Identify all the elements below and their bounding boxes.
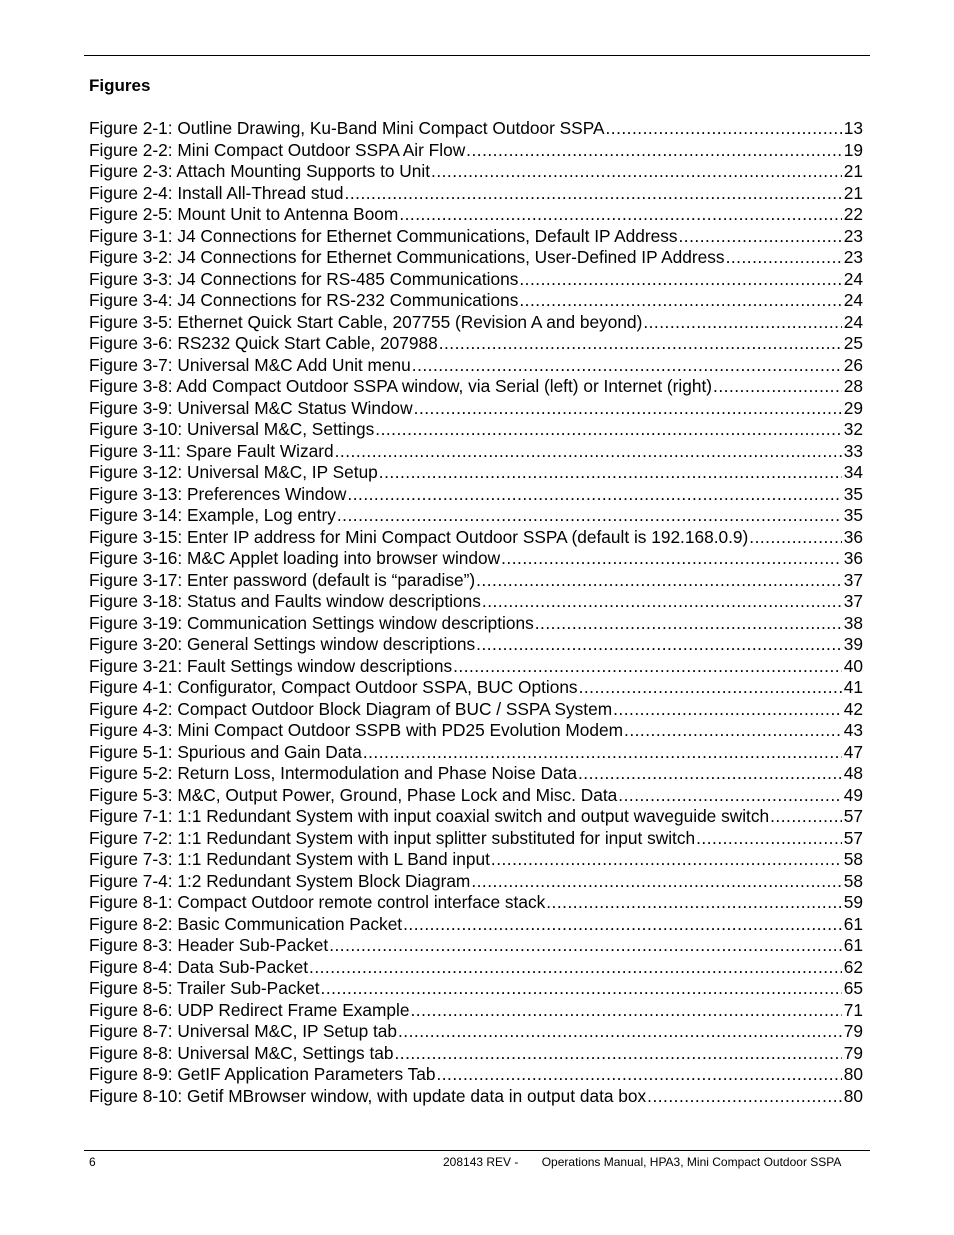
figure-entry[interactable] — [89, 763, 863, 785]
dot-leader — [535, 613, 842, 635]
figure-entry-title: Figure 2-1: Outline Drawing, Ku-Band Mini Compact Outdoor SSPA — [89, 118, 605, 138]
figure-entry[interactable] — [89, 312, 863, 334]
figure-entry-page: 35 — [843, 505, 863, 525]
dot-leader — [546, 892, 842, 914]
figure-entry-page: 65 — [843, 978, 863, 998]
figure-entry[interactable] — [89, 462, 863, 484]
figure-entry-title: Figure 8-9: GetIF Application Parameters Tab — [89, 1064, 436, 1084]
figure-entry[interactable] — [89, 699, 863, 721]
figure-entry[interactable] — [89, 849, 863, 871]
figures-list — [89, 118, 863, 1107]
figure-entry-page: 47 — [843, 741, 863, 762]
dot-leader — [605, 118, 841, 140]
dot-leader — [476, 634, 842, 656]
figure-entry[interactable] — [89, 290, 863, 312]
figure-entry-page: 58 — [843, 849, 863, 869]
figure-entry-page: 25 — [843, 333, 863, 353]
figure-entry[interactable] — [89, 355, 863, 377]
footer-page-number: 6 — [89, 1155, 96, 1169]
dot-leader — [399, 204, 841, 226]
dot-leader — [321, 978, 842, 1000]
figure-entry[interactable] — [89, 118, 863, 140]
dot-leader — [436, 1064, 841, 1086]
dot-leader — [476, 570, 842, 592]
figure-entry[interactable] — [89, 871, 863, 893]
dot-leader — [398, 1021, 842, 1043]
figure-entry-title: Figure 3-20: General Settings window descriptions — [89, 634, 476, 654]
dot-leader — [749, 527, 841, 549]
dot-leader — [329, 935, 842, 957]
header-rule — [84, 55, 870, 56]
figure-entry-title: Figure 3-8: Add Compact Outdoor SSPA window, via Serial (left) or Internet (right) — [89, 376, 713, 396]
figure-entry-title: Figure 8-3: Header Sub-Packet — [89, 935, 329, 955]
figure-entry[interactable] — [89, 226, 863, 248]
figure-entry-page: 36 — [843, 526, 863, 547]
figure-entry-title: Figure 3-9: Universal M&C Status Window — [89, 397, 413, 418]
figure-entry-page: 32 — [843, 419, 863, 439]
dot-leader — [491, 849, 842, 871]
dot-leader — [410, 1000, 841, 1022]
figure-entry[interactable] — [89, 1064, 863, 1086]
dot-leader — [770, 806, 842, 828]
figure-entry-title: Figure 5-2: Return Loss, Intermodulation and Phase Noise Data — [89, 763, 577, 783]
figure-entry[interactable] — [89, 419, 863, 441]
figure-entry-page: 58 — [843, 870, 863, 891]
figure-entry-title: Figure 3-5: Ethernet Quick Start Cable, 207755 (Revision A and beyond) — [89, 311, 643, 332]
dot-leader — [414, 398, 842, 420]
figure-entry[interactable] — [89, 720, 863, 742]
figure-entry-page: 19 — [843, 139, 863, 160]
figure-entry[interactable] — [89, 656, 863, 678]
figure-entry-page: 43 — [843, 720, 863, 740]
dot-leader — [726, 247, 842, 269]
figure-entry-title: Figure 2-2: Mini Compact Outdoor SSPA Air Flow — [89, 139, 466, 160]
figure-entry-title: Figure 3-7: Universal M&C Add Unit menu — [89, 354, 411, 375]
figure-entry-title: Figure 7-3: 1:1 Redundant System with L Band input — [89, 849, 490, 869]
figure-entry-title: Figure 3-11: Spare Fault Wizard — [89, 440, 334, 461]
figure-entry-page: 37 — [843, 569, 863, 590]
dot-leader — [679, 226, 842, 248]
figure-entry[interactable] — [89, 333, 863, 355]
figure-entry-page: 34 — [843, 462, 863, 482]
dot-leader — [347, 484, 841, 506]
dot-leader — [337, 505, 842, 527]
dot-leader — [482, 591, 842, 613]
figure-entry-title: Figure 3-18: Status and Faults window descriptions — [89, 591, 481, 611]
figure-entry-title: Figure 3-21: Fault Settings window descriptions — [89, 655, 453, 676]
dot-leader — [309, 957, 842, 979]
figure-entry-page: 24 — [843, 268, 863, 289]
dot-leader — [519, 269, 841, 291]
figure-entry[interactable] — [89, 376, 863, 398]
figure-entry-title: Figure 3-10: Universal M&C, Settings — [89, 419, 375, 439]
figure-entry-page: 33 — [843, 440, 863, 461]
figure-entry[interactable] — [89, 441, 863, 463]
dot-leader — [403, 914, 842, 936]
dot-leader — [439, 333, 842, 355]
figure-entry[interactable] — [89, 634, 863, 656]
figure-entry[interactable] — [89, 1021, 863, 1043]
figure-entry-title: Figure 3-15: Enter IP address for Mini Compact Outdoor SSPA (default is 192.168.0.9) — [89, 526, 749, 547]
figure-entry[interactable] — [89, 548, 863, 570]
figure-entry-page: 13 — [843, 118, 863, 138]
figure-entry-title: Figure 3-16: M&C Applet loading into browser window — [89, 548, 501, 568]
figure-entry[interactable] — [89, 914, 863, 936]
figure-entry-title: Figure 3-4: J4 Connections for RS-232 Communications — [89, 290, 519, 310]
figure-entry[interactable] — [89, 183, 863, 205]
figure-entry[interactable] — [89, 591, 863, 613]
figure-entry-page: 80 — [843, 1064, 863, 1084]
figure-entry-page: 79 — [843, 1042, 863, 1063]
figure-entry[interactable] — [89, 677, 863, 699]
dot-leader — [471, 871, 841, 893]
dot-leader — [412, 355, 842, 377]
figure-entry-page: 61 — [843, 935, 863, 955]
dot-leader — [345, 183, 842, 205]
dot-leader — [501, 548, 842, 570]
figure-entry-page: 71 — [843, 999, 863, 1020]
footer-rule — [84, 1150, 870, 1151]
figure-entry-page: 23 — [843, 225, 863, 246]
figure-entry-page: 24 — [843, 290, 863, 310]
figure-entry-title: Figure 3-1: J4 Connections for Ethernet Communications, Default IP Address — [89, 225, 678, 246]
figure-entry-title: Figure 7-1: 1:1 Redundant System with input coaxial switch and output waveguide switch — [89, 806, 770, 826]
figure-entry[interactable] — [89, 161, 863, 183]
dot-leader — [519, 290, 841, 312]
dot-leader — [713, 376, 842, 398]
figure-entry-title: Figure 3-17: Enter password (default is “paradise”) — [89, 569, 476, 590]
figure-entry[interactable] — [89, 742, 863, 764]
figure-entry-page: 49 — [843, 784, 863, 805]
figure-entry-page: 26 — [843, 354, 863, 375]
figure-entry[interactable] — [89, 204, 863, 226]
figure-entry-page: 57 — [843, 827, 863, 848]
dot-leader — [466, 140, 842, 162]
figure-entry[interactable] — [89, 935, 863, 957]
dot-leader — [453, 656, 842, 678]
figure-entry-title: Figure 4-3: Mini Compact Outdoor SSPB with PD25 Evolution Modem — [89, 720, 624, 740]
figure-entry-title: Figure 8-8: Universal M&C, Settings tab — [89, 1042, 394, 1063]
figure-entry[interactable] — [89, 505, 863, 527]
figure-entry-title: Figure 5-1: Spurious and Gain Data — [89, 741, 362, 762]
figure-entry-title: Figure 2-4: Install All-Thread stud — [89, 182, 344, 203]
figure-entry-page: 36 — [843, 548, 863, 568]
figure-entry-title: Figure 7-2: 1:1 Redundant System with input splitter substituted for input switch — [89, 827, 696, 848]
figure-entry[interactable] — [89, 613, 863, 635]
dot-leader — [335, 441, 842, 463]
figure-entry[interactable] — [89, 892, 863, 914]
dot-leader — [375, 419, 842, 441]
figure-entry-page: 37 — [843, 591, 863, 611]
figure-entry-title: Figure 3-19: Communication Settings window descriptions — [89, 612, 534, 633]
figure-entry-page: 62 — [843, 956, 863, 977]
figure-entry-title: Figure 8-6: UDP Redirect Frame Example — [89, 999, 410, 1020]
figure-entry-title: Figure 8-5: Trailer Sub-Packet — [89, 978, 320, 998]
dot-leader — [696, 828, 842, 850]
figure-entry-page: 80 — [843, 1085, 863, 1106]
dot-leader — [578, 763, 842, 785]
figure-entry-title: Figure 3-12: Universal M&C, IP Setup — [89, 462, 378, 482]
figure-entry[interactable] — [89, 785, 863, 807]
figure-entry[interactable] — [89, 398, 863, 420]
figure-entry-page: 57 — [843, 806, 863, 826]
figure-entry[interactable] — [89, 484, 863, 506]
figure-entry-page: 21 — [843, 182, 863, 203]
figure-entry-title: Figure 8-7: Universal M&C, IP Setup tab — [89, 1021, 397, 1041]
dot-leader — [379, 462, 842, 484]
figure-entry-page: 42 — [843, 698, 863, 719]
figure-entry[interactable] — [89, 570, 863, 592]
figure-entry[interactable] — [89, 527, 863, 549]
section-heading: Figures — [89, 76, 151, 95]
figure-entry-title: Figure 4-2: Compact Outdoor Block Diagram of BUC / SSPA System — [89, 698, 613, 719]
figure-entry-title: Figure 8-10: Getif MBrowser window, with update data in output data box — [89, 1085, 647, 1106]
figure-entry-page: 29 — [843, 397, 863, 418]
figure-entry-title: Figure 5-3: M&C, Output Power, Ground, Phase Lock and Misc. Data — [89, 784, 618, 805]
dot-leader — [618, 785, 841, 807]
figure-entry-title: Figure 8-2: Basic Communication Packet — [89, 913, 403, 934]
dot-leader — [624, 720, 842, 742]
figure-entry-title: Figure 4-1: Configurator, Compact Outdoor SSPA, BUC Options — [89, 677, 578, 697]
dot-leader — [431, 161, 842, 183]
figure-entry-page: 79 — [843, 1021, 863, 1041]
dot-leader — [613, 699, 842, 721]
figure-entry[interactable] — [89, 1000, 863, 1022]
figure-entry-title: Figure 3-14: Example, Log entry — [89, 505, 336, 525]
dot-leader — [643, 312, 841, 334]
figure-entry-title: Figure 3-2: J4 Connections for Ethernet Communications, User-Defined IP Address — [89, 247, 725, 267]
figure-entry[interactable] — [89, 1043, 863, 1065]
figure-entry[interactable] — [89, 247, 863, 269]
figure-entry-page: 40 — [843, 655, 863, 676]
footer-document-title: 208143 REV - Operations Manual, HPA3, Mini Compact Outdoor SSPA — [443, 1155, 842, 1169]
figure-entry[interactable] — [89, 828, 863, 850]
figure-entry[interactable] — [89, 1086, 863, 1108]
figure-entry[interactable] — [89, 269, 863, 291]
figure-entry-title: Figure 2-3: Attach Mounting Supports to Unit — [89, 161, 431, 181]
figure-entry[interactable] — [89, 957, 863, 979]
figure-entry[interactable] — [89, 140, 863, 162]
figure-entry[interactable] — [89, 806, 863, 828]
figure-entry-page: 38 — [843, 612, 863, 633]
figure-entry-page: 35 — [843, 483, 863, 504]
dot-leader — [647, 1086, 842, 1108]
dot-leader — [363, 742, 842, 764]
figure-entry-title: Figure 8-4: Data Sub-Packet — [89, 956, 309, 977]
figure-entry-page: 41 — [843, 677, 863, 697]
figure-entry-page: 39 — [843, 634, 863, 654]
figure-entry-title: Figure 2-5: Mount Unit to Antenna Boom — [89, 204, 399, 224]
figure-entry-page: 59 — [843, 892, 863, 912]
figure-entry-title: Figure 7-4: 1:2 Redundant System Block Diagram — [89, 870, 471, 891]
figure-entry-title: Figure 3-6: RS232 Quick Start Cable, 207988 — [89, 333, 438, 353]
figure-entry-title: Figure 3-13: Preferences Window — [89, 483, 347, 504]
dot-leader — [579, 677, 842, 699]
figure-entry[interactable] — [89, 978, 863, 1000]
dot-leader — [394, 1043, 841, 1065]
figure-entry-title: Figure 3-3: J4 Connections for RS-485 Communications — [89, 268, 519, 289]
figure-entry-page: 28 — [843, 376, 863, 396]
figure-entry-page: 24 — [843, 311, 863, 332]
figure-entry-page: 23 — [843, 247, 863, 267]
figure-entry-title: Figure 8-1: Compact Outdoor remote control interface stack — [89, 892, 546, 912]
figure-entry-page: 21 — [843, 161, 863, 181]
figure-entry-page: 48 — [843, 763, 863, 783]
figure-entry-page: 61 — [843, 913, 863, 934]
figure-entry-page: 22 — [843, 204, 863, 224]
